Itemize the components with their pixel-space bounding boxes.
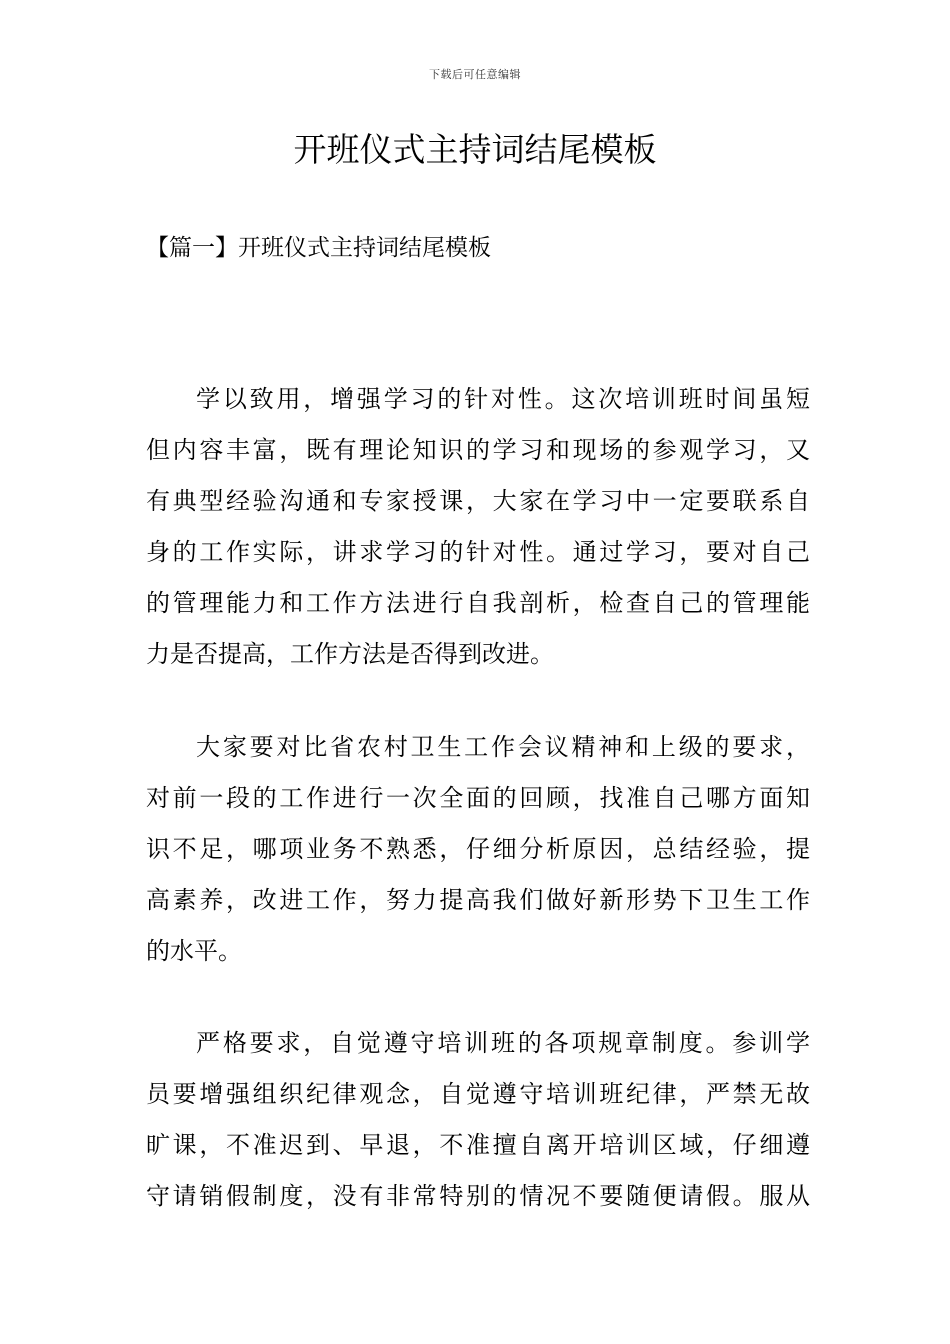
body-paragraph xyxy=(146,722,810,977)
paragraph-line: 有典型经验沟通和专家授课，大家在学习中一定要联系自 xyxy=(146,487,810,515)
body-paragraph xyxy=(146,374,810,680)
paragraph-line: 严格要求，自觉遵守培训班的各项规章制度。参训学 xyxy=(196,1029,810,1057)
section-heading: 【篇一】开班仪式主持词结尾模板 xyxy=(146,235,491,261)
paragraph-line: 的水平。 xyxy=(146,937,242,965)
document-title: 开班仪式主持词结尾模板 xyxy=(293,130,657,169)
paragraph-line: 但内容丰富，既有理论知识的学习和现场的参观学习，又 xyxy=(146,436,810,464)
header-note: 下载后可任意编辑 xyxy=(429,68,521,81)
paragraph-line: 力是否提高，工作方法是否得到改进。 xyxy=(146,640,554,668)
paragraph-line: 学以致用，增强学习的针对性。这次培训班时间虽短 xyxy=(196,385,810,413)
paragraph-line: 旷课，不准迟到、早退，不准擅自离开培训区域，仔细遵 xyxy=(146,1131,810,1159)
body-paragraph xyxy=(146,1018,810,1222)
paragraph-line: 大家要对比省农村卫生工作会议精神和上级的要求， xyxy=(196,733,810,761)
paragraph-line: 对前一段的工作进行一次全面的回顾，找准自己哪方面知 xyxy=(146,784,810,812)
paragraph-line: 的管理能力和工作方法进行自我剖析，检查自己的管理能 xyxy=(146,589,810,617)
paragraph-line: 识不足，哪项业务不熟悉，仔细分析原因，总结经验，提 xyxy=(146,835,810,863)
paragraph-line: 身的工作实际，讲求学习的针对性。通过学习，要对自己 xyxy=(146,538,810,566)
paragraph-line: 高素养，改进工作，努力提高我们做好新形势下卫生工作 xyxy=(146,886,810,914)
paragraph-line: 员要增强组织纪律观念，自觉遵守培训班纪律，严禁无故 xyxy=(146,1080,810,1108)
paragraph-line: 守请销假制度，没有非常特别的情况不要随便请假。服从 xyxy=(146,1182,810,1210)
